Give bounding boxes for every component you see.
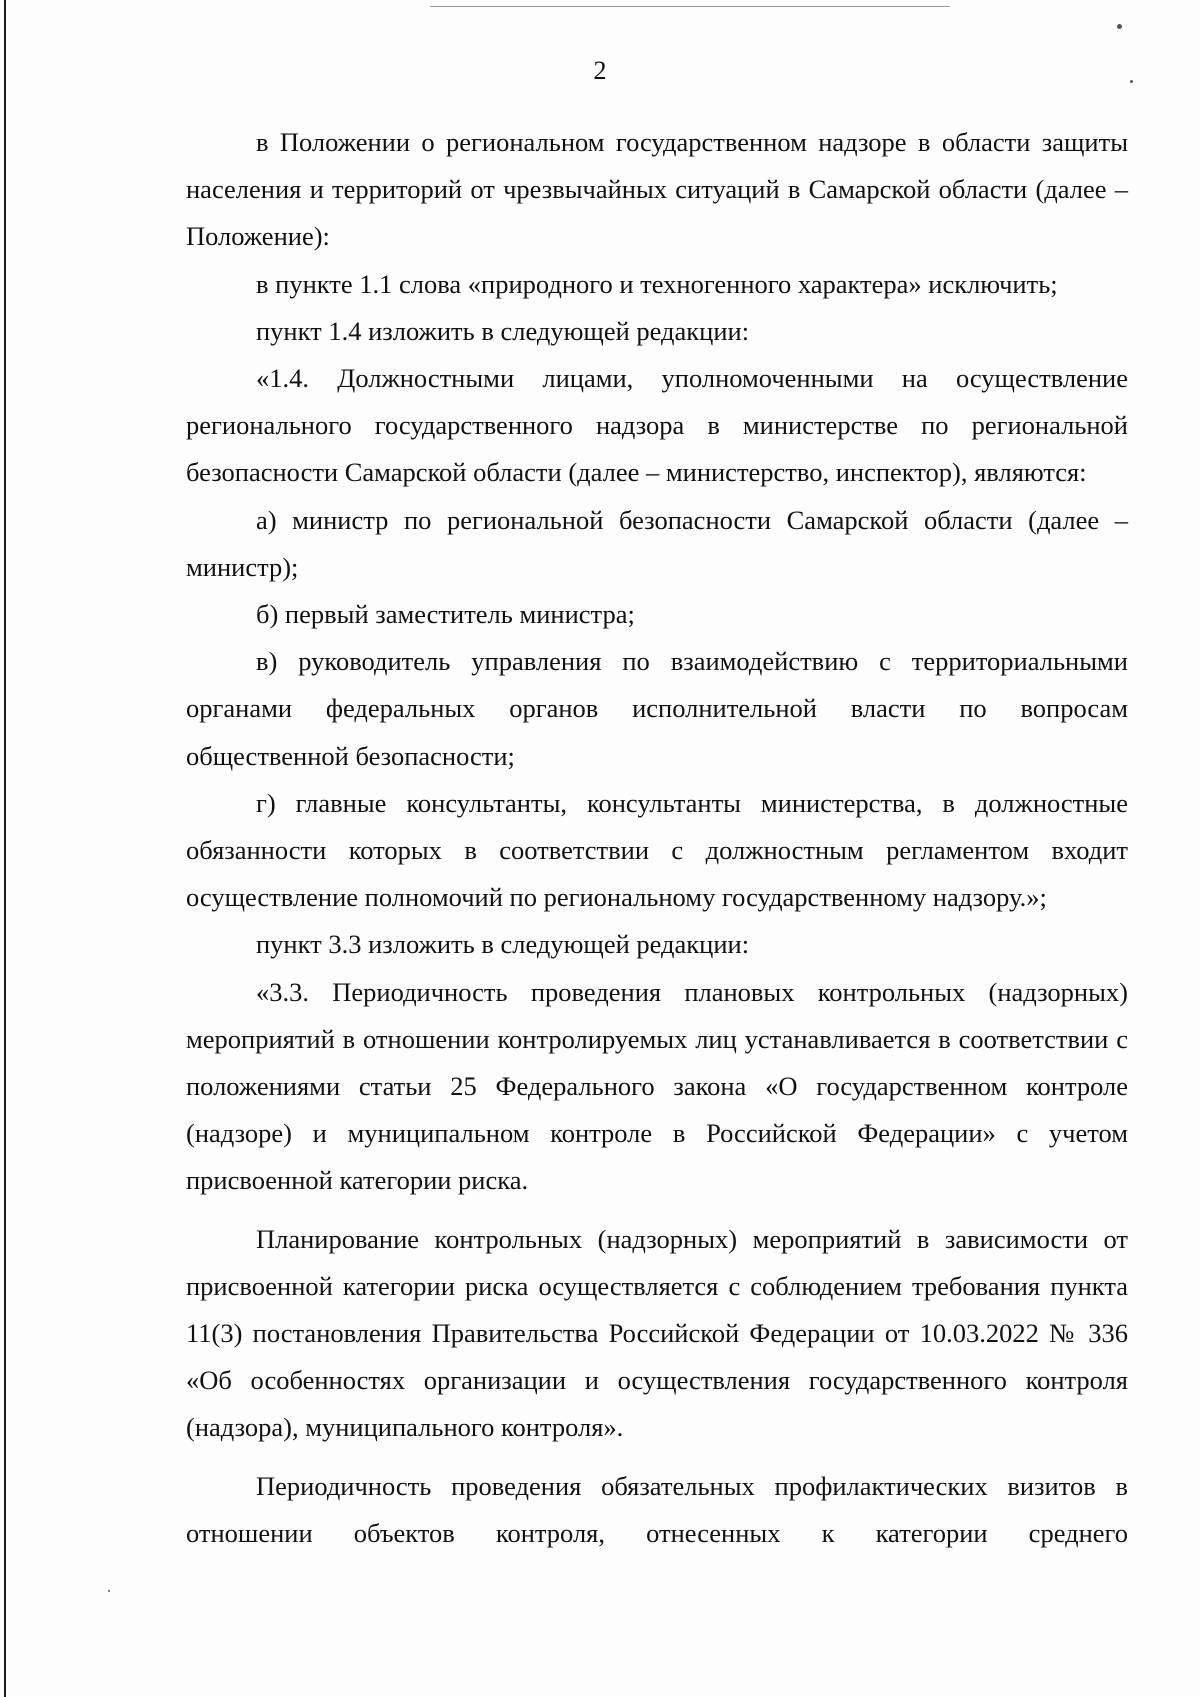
paragraph: в Положении о региональном государственном надзоре в области защиты населения и территорий от чрезвычайных ситуаций в Самарской области (далее – Положение): (186, 127, 1128, 252)
scan-speck (1117, 24, 1122, 29)
paragraph: в) руководитель управления по взаимодействию с территориальными органами федеральных органов исполнительной власти по вопросам общественной безопасности; (186, 646, 1128, 771)
paragraph: а) министр по региональной безопасности Самарской области (далее – министр); (186, 504, 1128, 582)
scan-edge-top (430, 6, 950, 7)
paragraph: пункт 1.4 изложить в следующей редакции: (256, 315, 750, 346)
paragraph: в пункте 1.1 слова «природного и техногенного характера» исключить; (256, 268, 1058, 299)
paragraph: «3.3. Периодичность проведения плановых контрольных (надзорных) мероприятий в отношении контролируемых лиц устанавливается в соответствии с положениями статьи 25 Федерального закона «О государственном контроле (надзоре) и муниципальном контроле в Российской Федерации» с учетом присвоенной категории риска. (186, 976, 1128, 1196)
paragraph: г) главные консультанты, консультанты министерства, в должностные обязанности которых в соответствии с должностным регламентом входит осуществление полномочий по региональному государственному надзору.»; (186, 787, 1128, 913)
scan-edge-left (4, 0, 6, 1697)
document-body (186, 119, 1128, 1557)
paragraph: б) первый заместитель министра; (256, 599, 635, 630)
paragraph: пункт 3.3 изложить в следующей редакции: (256, 929, 750, 960)
paragraph: Планирование контрольных (надзорных) мероприятий в зависимости от присвоенной категории риска осуществляется с соблюдением требования пункта 11(3) постановления Правительства Российской Федерации от 10.03.2022 № 336 «Об особенностях организации и осуществления государственного контроля (надзора), муниципального контроля». (186, 1223, 1128, 1443)
paragraph: «1.4. Должностными лицами, уполномоченными на осуществление регионального государственного надзора в министерстве по региональной безопасности Самарской области (далее – министерство, инспектор), являются: (186, 363, 1128, 488)
paragraph: Периодичность проведения обязательных профилактических визитов в отношении объектов контроля, отнесенных к категории среднего (186, 1470, 1128, 1548)
page-number: 2 (593, 56, 607, 85)
scan-speck (108, 1590, 110, 1592)
